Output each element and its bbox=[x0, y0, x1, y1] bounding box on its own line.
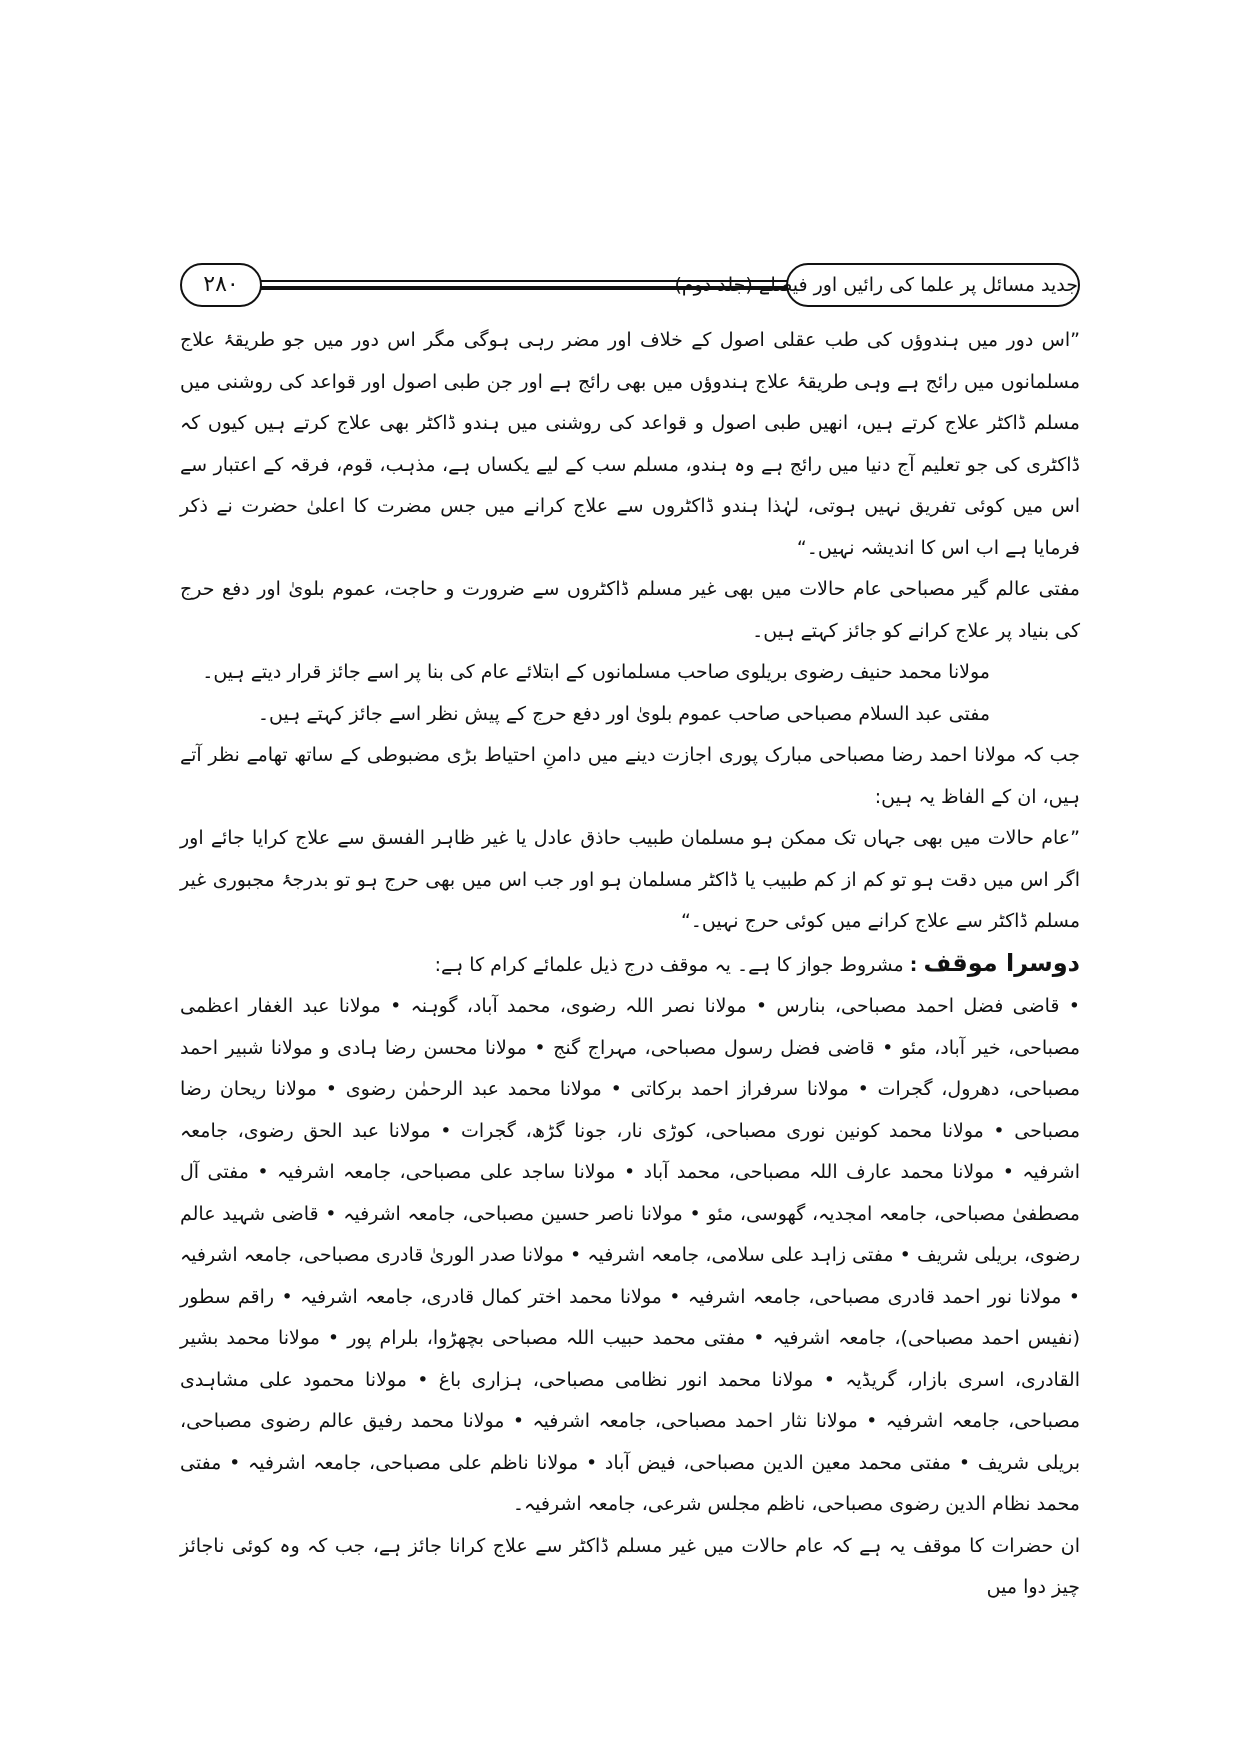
quote-paragraph-1: ”اس دور میں ہندوؤں کی طب عقلی اصول کے خلاف اور مضر رہی ہوگی مگر اس دور میں جو طریقۂ علاج مسلمانوں میں رائج ہے وہی طریقۂ علاج ہندوؤں میں بھی رائج ہے اور جن طبی اصول اور قواعد کی روشنی میں مسلم ڈاکٹر علاج کرتے ہیں، انھیں طبی اصول و قواعد کی روشنی میں ہندو ڈاکٹر بھی علاج کرتے ہیں کیوں کہ ڈاکٹری کی جو تعلیم آج دنیا میں رائج ہے وہ ہندو، مسلم سب کے لیے یکساں ہے، مذہب، قوم، فرقہ کے اعتبار سے اس میں کوئی تفریق نہیں ہوتی، لہٰذا ہندو ڈاکٹروں سے علاج کرانے میں جس مضرت کا اعلیٰ حضرت نے ذکر فرمایا ہے اب اس کا اندیشہ نہیں۔“ bbox=[180, 329, 1080, 559]
second-position-heading: دوسرا موقف bbox=[923, 948, 1080, 977]
book-title: جدید مسائل پر علما کی رائیں اور فیصلے (جلد دوم) bbox=[786, 263, 1080, 307]
scholars-list: • قاضی فضل احمد مصباحی، بنارس • مولانا نصر اللہ رضوی، محمد آباد، گوہنہ • مولانا عبد الغفار اعظمی مصباحی، خیر آباد، مئو • قاضی فضل رسول مصباحی، مہراج گنج • مولانا محسن رضا ہادی و مولانا شبیر احمد مصباحی، دھرول، گجرات • مولانا سرفراز احمد برکاتی • مولانا محمد عبد الرحمٰن رضوی • مولانا ریحان رضا مصباحی • مولانا محمد کونین نوری مصباحی، کوڑی نار، جونا گڑھ، گجرات • مولانا عبد الحق رضوی، جامعہ اشرفیہ • مولانا محمد عارف اللہ مصباحی، محمد آباد • مولانا ساجد علی مصباحی، جامعہ اشرفیہ • مفتی آل مصطفیٰ مصباحی، جامعہ امجدیہ، گھوسی، مئو • مولانا ناصر حسین مصباحی، جامعہ اشرفیہ • قاضی شہید عالم رضوی، بریلی شریف • مفتی زاہد علی سلامی، جامعہ اشرفیہ • مولانا صدر الوریٰ قادری مصباحی، جامعہ اشرفیہ • مولانا نور احمد قادری مصباحی، جامعہ اشرفیہ • مولانا محمد اختر کمال قادری، جامعہ اشرفیہ • راقم سطور (نفیس احمد مصباحی)، جامعہ اشرفیہ • مفتی محمد حبیب اللہ مصباحی بچھڑوا، بلرام پور • مولانا محمد بشیر القادری، اسری بازار، گریڈیہ • مولانا محمد انور نظامی مصباحی، ہزاری باغ • مولانا محمود علی مشاہدی مصباحی، جامعہ اشرفیہ • مولانا نثار احمد مصباحی، جامعہ اشرفیہ • مولانا محمد رفیق عالم رضوی مصباحی، بریلی شریف • مفتی محمد معین الدین مصباحی، فیض آباد • مولانا ناظم علی مصباحی، جامعہ اشرفیہ • مفتی محمد نظام الدین رضوی مصباحی، ناظم مجلس شرعی، جامعہ اشرفیہ۔ bbox=[180, 995, 1080, 1515]
second-position-intro: مشروط جواز کا ہے۔ یہ موقف درج ذیل علمائے کرام کا ہے: bbox=[434, 953, 904, 976]
second-position-line bbox=[180, 943, 1080, 987]
heading-separator: : bbox=[909, 953, 918, 976]
paragraph-mufti-abdussalam: مفتی عبد السلام مصباحی صاحب عموم بلویٰ اور دفع حرج کے پیش نظر اسے جائز کہتے ہیں۔ bbox=[257, 702, 990, 725]
quote-paragraph-2: ”عام حالات میں بھی جہاں تک ممکن ہو مسلمان طبیب حاذق عادل یا غیر ظاہر الفسق سے علاج کرایا جائے اور اگر اس میں دقت ہو تو کم از کم طبیب یا ڈاکٹر مسلمان ہو اور جب اس میں بھی حرج ہو تو بدرجۂ مجبوری غیر مسلم ڈاکٹر سے علاج کرانے میں کوئی حرج نہیں۔“ bbox=[180, 827, 1080, 932]
paragraph-maulana-hanif: مولانا محمد حنیف رضوی بریلوی صاحب مسلمانوں کے ابتلائے عام کی بنا پر اسے جائز قرار دیتے ہیں۔ bbox=[202, 661, 990, 683]
paragraph-mufti-alamgir: مفتی عالم گیر مصباحی عام حالات میں بھی غیر مسلم ڈاکٹروں سے ضرورت و حاجت، عموم بلویٰ اور دفع حرج کی بنیاد پر علاج کرانے کو جائز کہتے ہیں۔ bbox=[180, 578, 1080, 642]
page-header bbox=[180, 255, 1080, 315]
paragraph-maulana-ahmad-raza: جب کہ مولانا احمد رضا مصباحی مبارک پوری اجازت دینے میں دامنِ احتیاط بڑی مضبوطی کے ساتھ تھامے نظر آتے ہیں، ان کے الفاظ یہ ہیں: bbox=[180, 744, 1080, 808]
final-paragraph: ان حضرات کا موقف یہ ہے کہ عام حالات میں غیر مسلم ڈاکٹر سے علاج کرانا جائز ہے، جب کہ وہ کوئی ناجائز چیز دوا میں bbox=[180, 1534, 1080, 1598]
page-body bbox=[180, 320, 1080, 1609]
page-number: ۲۸۰ bbox=[180, 263, 262, 307]
